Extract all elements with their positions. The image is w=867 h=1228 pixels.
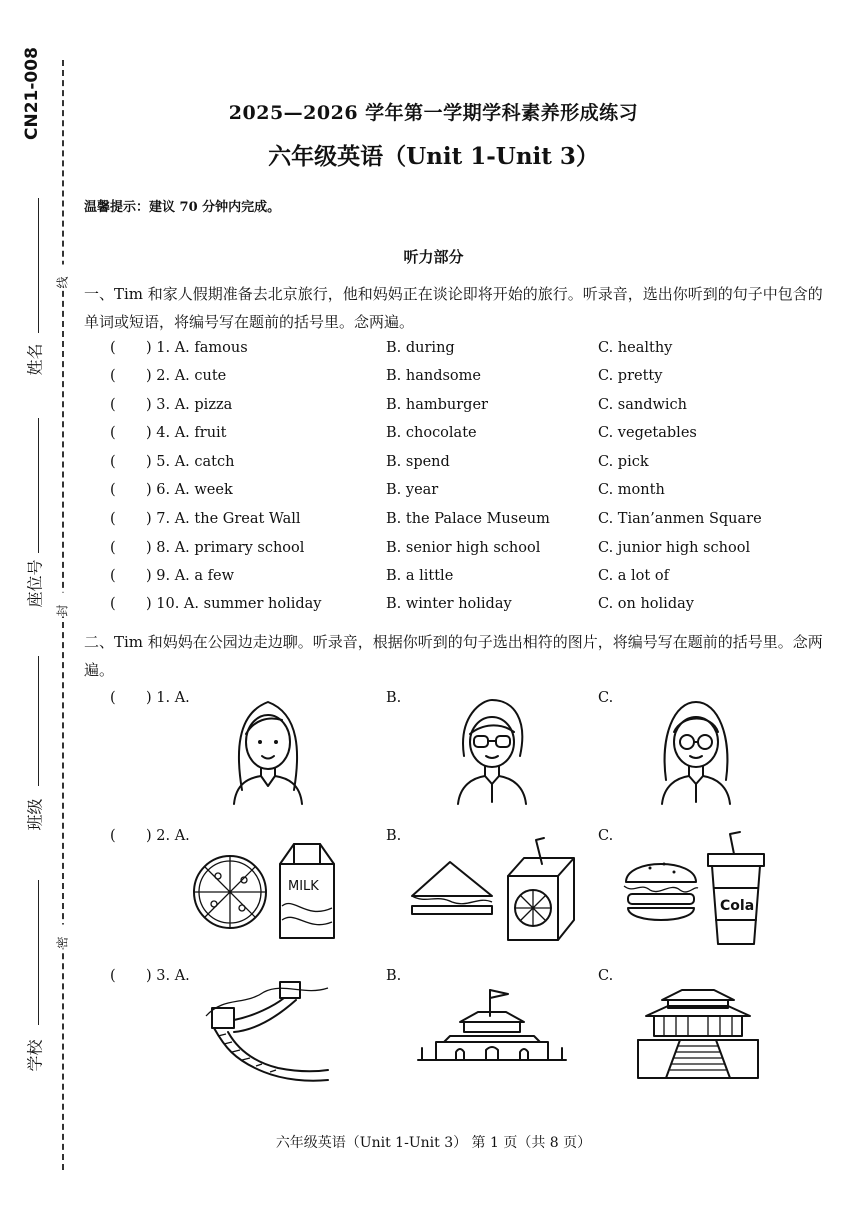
q1-option-b[interactable]: B. chocolate bbox=[386, 425, 477, 441]
q1-item-7 bbox=[110, 511, 830, 535]
school-label: 学校 bbox=[25, 1039, 45, 1072]
time-tip: 温馨提示：建议 70 分钟内完成。 bbox=[84, 200, 281, 215]
q1-item-8 bbox=[110, 540, 830, 564]
q2-instruction: 二、Tim 和妈妈在公园边走边聊。听录音，根据你听到的句子选出相符的图片，将编号写在题前的括号里。念两遍。 bbox=[84, 633, 823, 679]
q1-option-b[interactable]: B. a little bbox=[386, 568, 454, 584]
exam-title: 2025—2026 学年第一学期学科素养形成练习 bbox=[228, 102, 639, 124]
q2-item-1-c: C. bbox=[598, 690, 614, 706]
q1-option-a[interactable]: ) 1. A. famous bbox=[146, 340, 248, 356]
q1-option-a[interactable]: ) 9. A. a few bbox=[146, 568, 235, 584]
q1-option-b[interactable]: B. year bbox=[386, 482, 439, 498]
q1-option-a[interactable]: ) 10. A. summer holiday bbox=[146, 596, 322, 612]
q1-option-a[interactable]: ) 8. A. primary school bbox=[146, 540, 305, 556]
palace-museum-image bbox=[632, 984, 764, 1082]
exam-subtitle: 六年级英语（Unit 1-Unit 3） bbox=[268, 143, 599, 170]
seat-label: 座位号 bbox=[25, 559, 45, 608]
q1-item-5 bbox=[110, 454, 830, 478]
q1-option-c[interactable]: C. on holiday bbox=[598, 596, 694, 612]
q1-option-b[interactable]: B. hamburger bbox=[386, 397, 488, 413]
q2-item-2-b: B. bbox=[386, 828, 402, 844]
cola-label: Cola bbox=[720, 898, 755, 914]
answer-paren[interactable]: ( bbox=[110, 454, 116, 470]
q1-item-10 bbox=[110, 596, 830, 620]
answer-paren[interactable]: ( bbox=[110, 596, 116, 612]
answer-paren[interactable]: ( bbox=[110, 482, 116, 498]
school-blank[interactable] bbox=[38, 880, 39, 1025]
q1-option-b[interactable]: B. spend bbox=[386, 454, 450, 470]
q1-instruction: 一、Tim 和家人假期准备去北京旅行，他和妈妈正在谈论即将开始的旅行。听录音，选出你听到的句子中包含的单词或短语，将编号写在题前的括号里。念两遍。 bbox=[84, 285, 823, 331]
woman-glasses-blouse-image bbox=[656, 696, 736, 806]
answer-paren[interactable]: ( bbox=[110, 968, 116, 984]
seal-char-seal: 封 bbox=[54, 593, 71, 617]
woman-short-hair-glasses-image bbox=[452, 696, 532, 806]
q1-item-2 bbox=[110, 368, 830, 392]
q1-option-a[interactable]: ) 2. A. cute bbox=[146, 368, 227, 384]
milk-label: MILK bbox=[288, 879, 319, 894]
q1-option-b[interactable]: B. handsome bbox=[386, 368, 481, 384]
name-label: 姓名 bbox=[25, 343, 45, 376]
answer-paren[interactable]: ( bbox=[110, 397, 116, 413]
juice-box-image bbox=[500, 836, 582, 944]
seat-blank[interactable] bbox=[38, 418, 39, 553]
page-footer: 六年级英语（Unit 1-Unit 3） 第 1 页（共 8 页） bbox=[275, 1135, 592, 1151]
answer-paren[interactable]: ( bbox=[110, 828, 116, 844]
great-wall-image bbox=[204, 976, 330, 1088]
answer-paren[interactable]: ( bbox=[110, 511, 116, 527]
hamburger-image bbox=[620, 852, 702, 928]
q1-option-c[interactable]: C. vegetables bbox=[598, 425, 697, 441]
q1-option-b[interactable]: B. during bbox=[386, 340, 455, 356]
q1-option-c[interactable]: C. Tian’anmen Square bbox=[598, 511, 762, 527]
q1-option-a[interactable]: ) 5. A. catch bbox=[146, 454, 235, 470]
q1-item-9 bbox=[110, 568, 830, 592]
q1-option-a[interactable]: ) 4. A. fruit bbox=[146, 425, 227, 441]
q1-option-a[interactable]: ) 7. A. the Great Wall bbox=[146, 511, 301, 527]
seal-char-line: 线 bbox=[54, 265, 71, 289]
q1-option-b[interactable]: B. the Palace Museum bbox=[386, 511, 550, 527]
q2-item-1-label: ) 1. A. bbox=[146, 690, 190, 706]
q2-item-3-c: C. bbox=[598, 968, 614, 984]
answer-paren[interactable]: ( bbox=[110, 340, 116, 356]
q1-option-c[interactable]: C. month bbox=[598, 482, 665, 498]
q2-item-1-b: B. bbox=[386, 690, 402, 706]
woman-long-hair-image bbox=[228, 694, 308, 806]
class-blank[interactable] bbox=[38, 656, 39, 786]
q1-option-b[interactable]: B. senior high school bbox=[386, 540, 541, 556]
pizza-image bbox=[190, 852, 272, 932]
milk-carton-image bbox=[272, 836, 342, 942]
q1-option-c[interactable]: C. healthy bbox=[598, 340, 673, 356]
q1-item-3 bbox=[110, 397, 830, 421]
q1-option-c[interactable]: C. a lot of bbox=[598, 568, 669, 584]
q1-option-a[interactable]: ) 6. A. week bbox=[146, 482, 233, 498]
q1-option-c[interactable]: C. pick bbox=[598, 454, 649, 470]
answer-paren[interactable]: ( bbox=[110, 425, 116, 441]
q2-item-2-c: C. bbox=[598, 828, 614, 844]
q2-item-3-label: ) 3. A. bbox=[146, 968, 190, 984]
class-label: 班级 bbox=[25, 798, 45, 831]
answer-paren[interactable]: ( bbox=[110, 568, 116, 584]
q1-option-c[interactable]: C. sandwich bbox=[598, 397, 688, 413]
q1-item-1 bbox=[110, 340, 830, 364]
answer-paren[interactable]: ( bbox=[110, 690, 116, 706]
q1-option-b[interactable]: B. winter holiday bbox=[386, 596, 512, 612]
seal-char-secret: 密 bbox=[54, 925, 71, 949]
section-title: 听力部分 bbox=[403, 248, 464, 266]
q2-item-2-label: ) 2. A. bbox=[146, 828, 190, 844]
tiananmen-image bbox=[416, 986, 568, 1066]
q1-item-6 bbox=[110, 482, 830, 506]
paper-code: CN21-008 bbox=[22, 47, 42, 140]
q2-item-3-b: B. bbox=[386, 968, 402, 984]
cola-cup-image bbox=[700, 830, 772, 948]
q1-item-4 bbox=[110, 425, 830, 449]
q1-option-a[interactable]: ) 3. A. pizza bbox=[146, 397, 233, 413]
q1-option-c[interactable]: C. pretty bbox=[598, 368, 663, 384]
sandwich-image bbox=[406, 856, 498, 920]
answer-paren[interactable]: ( bbox=[110, 540, 116, 556]
answer-paren[interactable]: ( bbox=[110, 368, 116, 384]
q1-option-c[interactable]: C. junior high school bbox=[598, 540, 751, 556]
